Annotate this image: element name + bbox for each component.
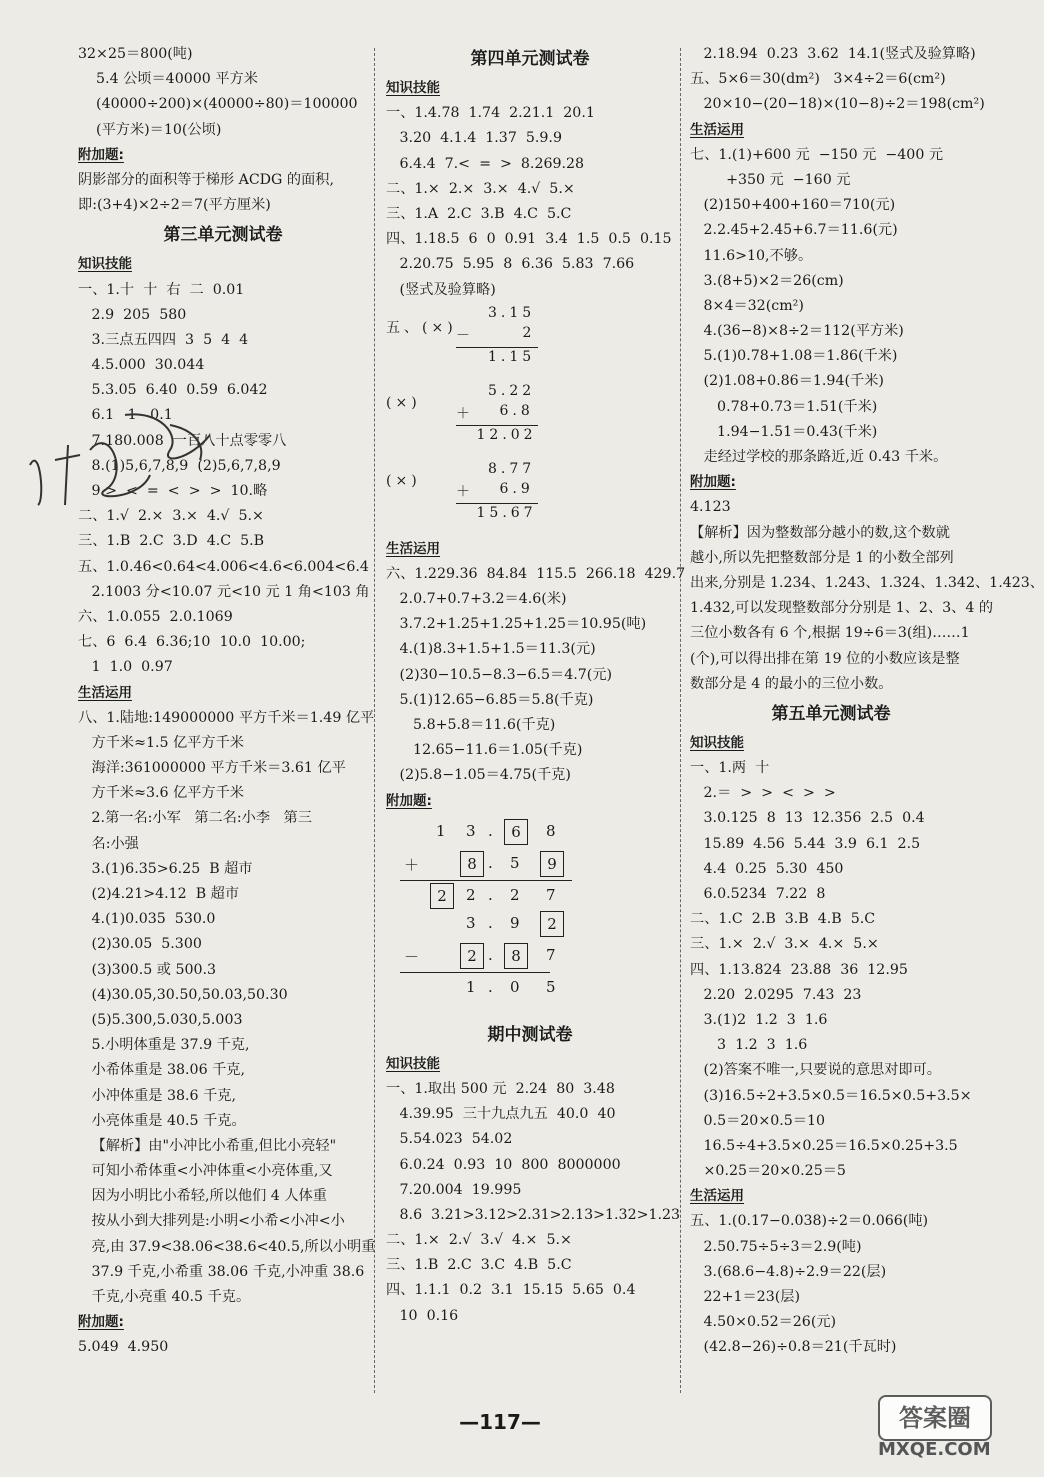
- answer-line: 五、5×6＝30(dm²) 3×4÷2＝6(cm²): [690, 71, 946, 88]
- calc-result: 1.15: [488, 348, 536, 365]
- answer-line: 9.> < = < > > 10.略: [78, 483, 268, 499]
- answer-line: 20×10−(20−18)×(10−8)÷2＝198(cm²): [690, 96, 985, 113]
- calc-operand: 3.15: [488, 304, 536, 321]
- answer-line: 2.20 2.0295 7.43 23: [690, 986, 862, 1003]
- filled-digit-box: 8: [460, 851, 484, 877]
- answer-line: 2.20.75 5.95 8 6.36 5.83 7.66: [386, 256, 635, 273]
- calc-rule: [456, 347, 538, 348]
- column-left: [78, 42, 376, 1361]
- section-title: 第四单元测试卷: [470, 49, 590, 69]
- answer-line: (2)30−10.5−8.3−6.5＝4.7(元): [386, 666, 613, 683]
- answer-line: 四、1.1.1 0.2 3.1 15.15 5.65 0.4: [386, 1282, 636, 1299]
- answer-line: 6.4.4 7.< = > 8.269.28: [386, 155, 585, 172]
- answer-line: (2)4.21>4.12 B 超市: [78, 886, 240, 902]
- vertical-calculation: [386, 459, 674, 537]
- answer-line: 5.(1)0.78+1.08＝1.86(千米): [690, 348, 898, 365]
- answer-line: (2)答案不唯一,只要说的意思对即可。: [690, 1062, 941, 1079]
- puzzle-operator: －: [404, 947, 420, 966]
- subsection-label: 生活运用: [690, 121, 744, 138]
- section-title: 期中测试卷: [487, 1024, 573, 1045]
- answer-line: (5)5.300,5.030,5.003: [78, 1011, 243, 1028]
- subtraction-puzzle: [386, 906, 674, 1018]
- answer-line: (42.8−26)÷0.8＝21(千瓦时): [690, 1339, 897, 1356]
- calc-operand: 8.77: [488, 460, 536, 477]
- puzzle-digit: 3: [466, 913, 476, 932]
- answer-line: 六、1.229.36 84.84 115.5 266.18 429.7: [386, 565, 686, 582]
- puzzle-digit: .: [488, 853, 493, 872]
- filled-digit-box: 9: [540, 851, 564, 877]
- answer-line: 三、1.A 2.C 3.B 4.C 5.C: [386, 205, 572, 222]
- answer-line: 1.432,可以发现整数部分分别是 1、2、3、4 的: [690, 600, 994, 617]
- answer-line: 名:小强: [78, 835, 139, 852]
- puzzle-digit: 2: [510, 885, 520, 904]
- answer-line: 22+1＝23(层): [690, 1289, 800, 1305]
- answer-line: 4.39.95 三十九点九五 40.0 40: [386, 1106, 616, 1123]
- answer-line: 16.5÷4+3.5×0.25＝16.5×0.25+3.5: [690, 1137, 958, 1154]
- filled-digit-box: 2: [540, 911, 564, 937]
- answer-line: 6.0.5234 7.22 8: [690, 886, 826, 902]
- puzzle-digit: .: [488, 977, 493, 996]
- answer-line: 32×25＝800(吨): [78, 46, 193, 62]
- answer-line: 37.9 千克,小希重 38.06 千克,小冲重 38.6: [78, 1263, 365, 1280]
- calc-operator: ＋: [456, 483, 474, 500]
- answer-line: 阴影部分的面积等于梯形 ACDG 的面积,: [78, 171, 334, 188]
- puzzle-digit: 1: [466, 977, 476, 996]
- answer-line: 8.6 3.21>3.12>2.31>2.13>1.32>1.23: [386, 1206, 681, 1223]
- subsection-label: 附加题:: [690, 474, 736, 491]
- answer-line: (3)300.5 或 500.3: [78, 961, 217, 978]
- answer-line: (2)5.8−1.05＝4.75(千克): [386, 767, 571, 784]
- calc-result: 15.67: [476, 504, 537, 521]
- puzzle-digit: 7: [546, 945, 556, 964]
- puzzle-digit: .: [488, 945, 493, 964]
- answer-line: 4.123: [690, 499, 731, 516]
- answer-line: 5.小明体重是 37.9 千克,: [78, 1037, 250, 1054]
- column-right: [690, 42, 1044, 1361]
- answer-line: 越小,所以先把整数部分是 1 的小数全部列: [690, 549, 954, 566]
- answer-line: ×0.25＝20×0.25＝5: [690, 1163, 846, 1180]
- puzzle-digit: 5: [510, 853, 520, 872]
- answer-line: 10 0.16: [386, 1307, 459, 1324]
- answer-line: 2.＝ > > < > >: [690, 785, 836, 802]
- answer-line: 11.6>10,不够。: [690, 247, 813, 264]
- answer-line: 因为小明比小希轻,所以他们 4 人体重: [78, 1188, 327, 1205]
- answer-line: 可知小希体重<小冲体重<小亮体重,又: [78, 1163, 333, 1180]
- puzzle-digit: 7: [546, 885, 556, 904]
- puzzle-operator: ＋: [404, 855, 420, 874]
- answer-line: 3.0.125 8 13 12.356 2.5 0.4: [690, 810, 925, 827]
- calc-rule: [456, 503, 538, 504]
- puzzle-rule: [400, 880, 572, 881]
- answer-line: 6.1 1 0.1: [78, 407, 173, 424]
- answer-line: 小冲体重是 38.6 千克,: [78, 1087, 236, 1104]
- unit4-knowledge: [386, 42, 674, 303]
- subsection-label: 生活运用: [78, 684, 132, 701]
- calc-result: 12.02: [476, 426, 537, 443]
- puzzle-digit: 2: [466, 885, 476, 904]
- puzzle-digit: .: [488, 821, 493, 840]
- subsection-label: 知识技能: [386, 80, 440, 96]
- answer-line: 五、1.(0.17−0.038)÷2＝0.066(吨): [690, 1213, 929, 1230]
- calc-operand: 6.8: [499, 402, 534, 419]
- answer-line: 1 1.0 0.97: [78, 659, 173, 676]
- column-divider: [680, 48, 681, 1393]
- answer-line: 七、6 6.4 6.36;10 10.0 10.00;: [78, 634, 306, 651]
- answer-line: 7.20.004 19.995: [386, 1181, 522, 1198]
- calc-operand: 5.22: [488, 382, 536, 399]
- answer-line: 5.54.023 54.02: [386, 1131, 513, 1148]
- answer-line: 3.7.2+1.25+1.25+1.25＝10.95(吨): [386, 616, 647, 633]
- calc-mark: (×): [386, 394, 421, 411]
- subsection-label: 生活运用: [690, 1188, 744, 1205]
- calc-operator: －: [456, 327, 474, 344]
- answer-line: 4.(1)8.3+1.5+1.5＝11.3(元): [386, 641, 596, 658]
- answer-line: (2)30.05 5.300: [78, 936, 202, 953]
- answer-line: 4.(1)0.035 530.0: [78, 911, 216, 928]
- answer-line: (3)16.5÷2+3.5×0.5＝16.5×0.5+3.5×: [690, 1087, 972, 1104]
- answer-line: 五、1.0.46<0.64<4.006<4.6<6.004<6.4: [78, 558, 369, 575]
- answer-line: 一、1.取出 500 元 2.24 80 3.48: [386, 1080, 615, 1097]
- section-title: 第五单元测试卷: [771, 703, 891, 724]
- answer-line: 【解析】因为整数部分越小的数,这个数就: [690, 524, 950, 541]
- answer-line: (2)150+400+160＝710(元): [690, 197, 896, 214]
- answer-line: 四、1.13.824 23.88 36 12.95: [690, 961, 908, 978]
- answer-line: 一、1.两 十: [690, 760, 770, 777]
- answer-line: 3 1.2 3 1.6: [690, 1037, 808, 1054]
- answer-line: 方千米≈3.6 亿平方千米: [78, 785, 244, 802]
- answer-line: 按从小到大排列是:小明<小希<小冲<小: [78, 1213, 345, 1230]
- answer-line: 2.9 205 580: [78, 306, 187, 323]
- answer-line: 3.(1)6.35>6.25 B 超市: [78, 860, 253, 877]
- filled-digit-box: 8: [504, 943, 528, 969]
- puzzle-digit: 8: [546, 821, 556, 840]
- answer-line: 5.(1)12.65−6.85＝5.8(千克): [386, 691, 594, 708]
- answer-line: 小希体重是 38.06 千克,: [78, 1062, 245, 1079]
- answer-line: 3.(68.6−4.8)÷2.9＝22(层): [690, 1263, 887, 1280]
- answer-line: 亮,由 37.9<38.06<38.6<40.5,所以小明重: [78, 1238, 376, 1255]
- answer-line: 走经过学校的那条路近,近 0.43 千米。: [690, 449, 948, 465]
- answer-line: 2.第一名:小军 第二名:小李 第三: [78, 810, 312, 827]
- watermark-url: MXQE.COM: [878, 1439, 991, 1460]
- calc-mark: 五、(×): [386, 319, 457, 336]
- answer-line: 千克,小亮重 40.5 千克。: [78, 1289, 251, 1305]
- page-number: —117—: [459, 1410, 541, 1434]
- answer-line: (2)1.08+0.86＝1.94(千米): [690, 373, 884, 390]
- answer-line: 12.65−11.6＝1.05(千克): [386, 742, 583, 759]
- subsection-label: 知识技能: [386, 1055, 440, 1072]
- answer-line: 六、1.0.055 2.0.1069: [78, 608, 233, 625]
- watermark: [878, 1395, 991, 1463]
- answer-line: 小亮体重是 40.5 千克。: [78, 1112, 246, 1129]
- digit-puzzle: [386, 814, 674, 1018]
- answer-line: 4.(36−8)×8÷2＝112(平方米): [690, 323, 904, 340]
- answer-line: 5.049 4.950: [78, 1339, 169, 1356]
- watermark-logo: 答案圈: [878, 1395, 992, 1441]
- answer-line: 8.(1)5,6,7,8,9 (2)5,6,7,8,9: [78, 457, 281, 474]
- answer-line: 二、1.√ 2.× 3.× 4.√ 5.×: [78, 508, 264, 525]
- vertical-calculation: [386, 303, 674, 381]
- answer-line: (竖式及验算略): [386, 281, 496, 298]
- answer-line: 6.0.24 0.93 10 800 8000000: [386, 1156, 621, 1173]
- answer-line: 一、1.十 十 右 二 0.01: [78, 281, 245, 298]
- filled-digit-box: 2: [430, 883, 454, 909]
- answer-line: 5.3.05 6.40 0.59 6.042: [78, 382, 268, 399]
- answer-line: 七、1.(1)+600 元 −150 元 −400 元: [690, 146, 944, 163]
- answer-line: 3.(1)2 1.2 3 1.6: [690, 1011, 828, 1028]
- unit4-application: [386, 537, 686, 814]
- puzzle-digit: 5: [546, 977, 556, 996]
- answer-line: 二、1.× 2.√ 3.√ 4.× 5.×: [386, 1232, 572, 1249]
- filled-digit-box: 6: [504, 819, 528, 845]
- subsection-label: 知识技能: [690, 734, 744, 751]
- answer-line: (平方米)＝10(公顷): [78, 121, 222, 138]
- answer-line: 1.94−1.51＝0.43(千米): [690, 423, 878, 440]
- puzzle-digit: 0: [510, 977, 520, 996]
- answer-line: 二、1.C 2.B 3.B 4.B 5.C: [690, 911, 876, 928]
- calc-rule: [456, 425, 538, 426]
- answer-line: (个),可以得出排在第 19 位的小数应该是整: [690, 650, 960, 667]
- answer-line: 5.8+5.8＝11.6(千克): [386, 717, 556, 733]
- calc-operand: 2: [522, 324, 536, 341]
- answer-line: 三位小数各有 6 个,根据 19÷6＝3(组)……1: [690, 625, 970, 642]
- answer-line: 2.18.94 0.23 3.62 14.1(竖式及验算略): [690, 46, 976, 62]
- answer-line: 2.0.7+0.7+3.2＝4.6(米): [386, 591, 567, 608]
- answer-line: 2.1003 分<10.07 元<10 元 1 角<103 角: [78, 583, 370, 600]
- answer-line: 一、1.4.78 1.74 2.21.1 20.1: [386, 105, 595, 122]
- puzzle-digit: 3: [466, 821, 476, 840]
- answer-line: 0.78+0.73＝1.51(千米): [690, 398, 878, 415]
- puzzle-digit: 9: [510, 913, 520, 932]
- answer-line: 2.2.45+2.45+6.7＝11.6(元): [690, 222, 898, 239]
- answer-line: 出来,分别是 1.234、1.243、1.324、1.342、1.423、: [690, 574, 1044, 591]
- answer-line: 四、1.18.5 6 0 0.91 3.4 1.5 0.5 0.15: [386, 231, 672, 248]
- puzzle-rule: [400, 972, 550, 973]
- answer-line: 7.180.008 一百八十点零零八: [78, 432, 287, 449]
- answer-line: 4.5.000 30.044: [78, 357, 205, 374]
- section-title: 第三单元测试卷: [163, 225, 283, 246]
- answer-line: 八、1.陆地:149000000 平方千米＝1.49 亿平: [78, 709, 375, 726]
- subsection-label: 附加题:: [386, 792, 432, 809]
- answer-line: 即:(3+4)×2÷2＝7(平方厘米): [78, 197, 271, 214]
- puzzle-digit: .: [488, 913, 493, 932]
- answer-line: 数部分是 4 的最小的三位小数。: [690, 675, 893, 692]
- filled-digit-box: 2: [460, 943, 484, 969]
- answer-line: 8×4＝32(cm²): [690, 297, 804, 314]
- answer-line: 方千米≈1.5 亿平方千米: [78, 734, 244, 751]
- vertical-calculation: [386, 381, 674, 459]
- answer-line: 3.三点五四四 3 5 4 4: [78, 331, 249, 348]
- subsection-label: 知识技能: [78, 256, 132, 273]
- answer-line: 【解析】由"小冲比小希重,但比小亮轻": [78, 1137, 337, 1154]
- column-middle: [386, 42, 686, 1329]
- answer-line: 3.(8+5)×2＝26(cm): [690, 272, 844, 289]
- answer-line: 三、1.× 2.√ 3.× 4.× 5.×: [690, 936, 879, 953]
- addition-puzzle: [386, 814, 674, 906]
- answer-line: 5.4 公顷＝40000 平方米: [78, 71, 258, 88]
- calc-mark: (×): [386, 472, 421, 489]
- answer-line: 3.20 4.1.4 1.37 5.9.9: [386, 130, 562, 147]
- answer-line: 4.50×0.52＝26(元): [690, 1314, 837, 1331]
- answer-line: 2.50.75÷5÷3＝2.9(吨): [690, 1238, 862, 1255]
- midterm-section: [386, 1018, 681, 1329]
- subsection-label: 附加题:: [78, 146, 124, 163]
- answer-line: (40000÷200)×(40000÷80)＝100000: [78, 96, 358, 113]
- calc-operator: ＋: [456, 405, 474, 422]
- answer-line: 三、1.B 2.C 3.C 4.B 5.C: [386, 1257, 572, 1274]
- calc-operand: 6.9: [499, 480, 534, 497]
- puzzle-digit: 1: [436, 821, 446, 840]
- answer-line: 4.4 0.25 5.30 450: [690, 860, 844, 877]
- answer-line: +350 元 −160 元: [690, 171, 851, 188]
- answer-line: 15.89 4.56 5.44 3.9 6.1 2.5: [690, 835, 921, 852]
- vertical-calculations: [386, 303, 674, 537]
- subsection-label: 附加题:: [78, 1314, 124, 1331]
- puzzle-digit: .: [488, 885, 493, 904]
- answer-line: 0.5＝20×0.5＝10: [690, 1112, 826, 1129]
- subsection-label: 生活运用: [386, 540, 440, 557]
- answer-line: 三、1.B 2.C 3.D 4.C 5.B: [78, 533, 265, 550]
- answer-line: (4)30.05,30.50,50.03,50.30: [78, 986, 288, 1003]
- answer-line: 二、1.× 2.× 3.× 4.√ 5.×: [386, 180, 575, 197]
- answer-line: 海洋:361000000 平方千米＝3.61 亿平: [78, 760, 346, 777]
- column-divider: [374, 48, 375, 1393]
